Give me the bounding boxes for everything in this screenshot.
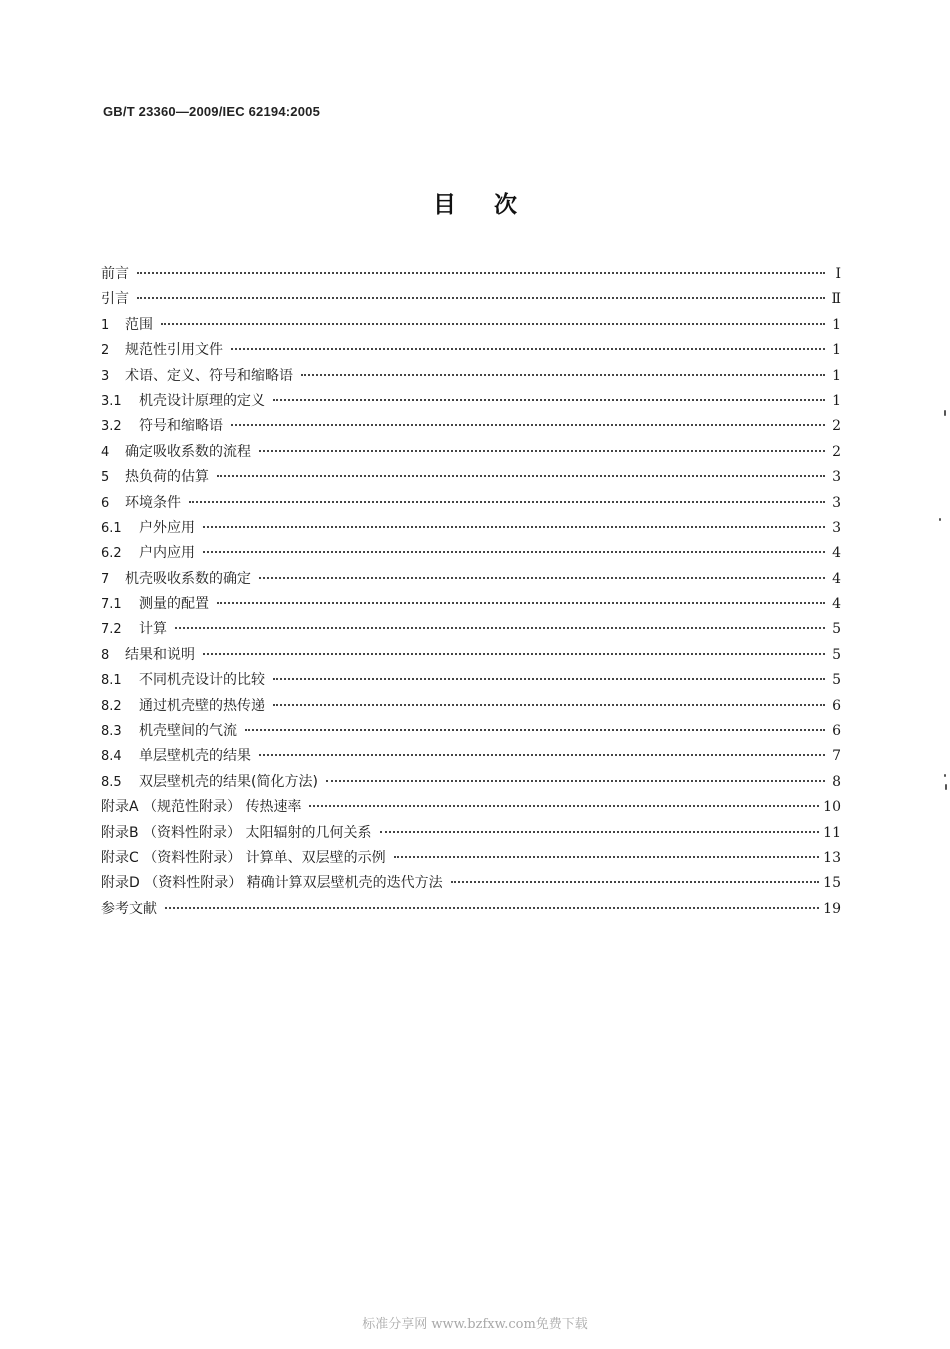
toc-entry[interactable] — [101, 846, 841, 871]
toc-entry-label: 户内应用 — [139, 545, 195, 562]
toc-entry-label: 符号和缩略语 — [139, 418, 223, 435]
toc-leader-dots — [137, 297, 825, 299]
toc-leader-dots — [245, 729, 825, 731]
toc-entry-number: 8.5 — [101, 774, 122, 790]
toc-entry-label: 户外应用 — [139, 519, 195, 536]
page-title: 目次 — [433, 192, 555, 218]
scan-speck — [945, 784, 947, 790]
toc-entry-page: 3 — [832, 469, 841, 486]
toc-leader-dots — [273, 678, 825, 680]
toc-entry[interactable] — [101, 440, 841, 465]
toc-entry-page: 6 — [832, 697, 841, 714]
toc-leader-dots — [259, 754, 825, 756]
toc-entry-page: 19 — [823, 900, 841, 917]
toc-entry-label: 机壳壁间的气流 — [139, 723, 237, 740]
toc-entry-page: 10 — [823, 799, 841, 816]
toc-entry-page: 1 — [832, 392, 841, 409]
toc-leader-dots — [165, 907, 819, 909]
toc-entry-number: 1 — [101, 317, 110, 333]
toc-entry-label: 通过机壳壁的热传递 — [139, 697, 265, 714]
toc-entry-number: 2 — [101, 343, 110, 359]
toc-entry-label: 附录A （规范性附录） 传热速率 — [101, 799, 302, 816]
toc-leader-dots — [231, 424, 825, 426]
toc-leader-dots — [137, 272, 825, 274]
toc-entry[interactable] — [101, 541, 841, 566]
toc-entry-page: 8 — [832, 773, 841, 790]
toc-entry-number: 3.2 — [101, 419, 122, 435]
toc-entry[interactable] — [101, 770, 841, 795]
toc-entry-label: 范围 — [125, 316, 153, 333]
toc-entry-page: 2 — [832, 443, 841, 460]
toc-entry-label: 确定吸收系数的流程 — [125, 443, 251, 460]
toc-entry-page: 11 — [823, 824, 841, 841]
toc-entry[interactable] — [101, 668, 841, 693]
scan-speck — [944, 774, 946, 777]
toc-entry-page: 1 — [832, 342, 841, 359]
toc-entry-number: 7.2 — [101, 622, 122, 638]
toc-entry-page: 4 — [832, 596, 841, 613]
toc-leader-dots — [273, 704, 825, 706]
toc-entry-label: 引言 — [101, 291, 129, 308]
toc-leader-dots — [189, 501, 825, 503]
toc-entry-label: 附录D （资料性附录） 精确计算双层壁机壳的迭代方法 — [101, 875, 443, 892]
toc-entry-number: 8 — [101, 647, 110, 663]
toc-entry-label: 环境条件 — [125, 494, 181, 511]
toc-entry-page: 13 — [823, 849, 841, 866]
scan-speck — [939, 518, 941, 521]
toc-entry-label: 不同机壳设计的比较 — [139, 672, 265, 689]
toc-entry[interactable] — [101, 694, 841, 719]
toc-leader-dots — [217, 602, 825, 604]
toc-entry-page: 7 — [832, 748, 841, 765]
scan-speck — [944, 410, 946, 416]
toc-entry-number: 4 — [101, 444, 110, 460]
toc-entry-number: 8.2 — [101, 698, 122, 714]
toc-entry-label: 结果和说明 — [125, 646, 195, 663]
toc-leader-dots — [380, 831, 820, 833]
toc-entry-number: 3.1 — [101, 393, 122, 409]
toc-entry[interactable] — [101, 287, 841, 312]
toc-entry[interactable] — [101, 897, 841, 922]
toc-leader-dots — [394, 856, 819, 858]
toc-entry[interactable] — [101, 516, 841, 541]
toc-entry[interactable] — [101, 821, 841, 846]
toc-entry-number: 6.1 — [101, 520, 122, 536]
toc-leader-dots — [175, 627, 825, 629]
toc-entry-page: 5 — [832, 621, 841, 638]
toc-entry-page: 3 — [832, 519, 841, 536]
toc-entry[interactable] — [101, 491, 841, 516]
toc-entry-label: 前言 — [101, 266, 129, 282]
toc-entry-label: 热负荷的估算 — [125, 469, 209, 486]
toc-entry[interactable] — [101, 313, 841, 338]
toc-entry[interactable] — [101, 364, 841, 389]
toc-entry-label: 参考文献 — [101, 900, 157, 917]
table-of-contents — [101, 262, 841, 922]
toc-entry-label: 双层壁机壳的结果(简化方法) — [139, 773, 318, 790]
toc-leader-dots — [203, 526, 825, 528]
toc-entry-label: 机壳吸收系数的确定 — [125, 570, 251, 587]
toc-entry-number: 6 — [101, 495, 110, 511]
toc-leader-dots — [273, 399, 825, 401]
toc-entry-page: Ⅰ — [835, 266, 841, 282]
toc-leader-dots — [301, 374, 825, 376]
standard-code: GB/T 23360—2009/IEC 62194:2005 — [103, 104, 321, 119]
toc-entry-label: 术语、定义、符号和缩略语 — [125, 367, 293, 384]
toc-entry-label: 计算 — [139, 621, 167, 638]
toc-entry-number: 8.3 — [101, 724, 122, 740]
toc-entry-label: 附录B （资料性附录） 太阳辐射的几何关系 — [101, 824, 372, 841]
toc-leader-dots — [309, 805, 819, 807]
toc-leader-dots — [451, 881, 819, 883]
toc-leader-dots — [326, 780, 825, 782]
toc-entry-label: 附录C （资料性附录） 计算单、双层壁的示例 — [101, 849, 386, 866]
toc-entry-label: 单层壁机壳的结果 — [139, 748, 251, 765]
toc-entry-page: Ⅱ — [831, 291, 841, 308]
toc-entry-page: 6 — [832, 723, 841, 740]
toc-entry[interactable] — [101, 262, 841, 287]
toc-entry-page: 15 — [823, 875, 841, 892]
toc-entry-label: 机壳设计原理的定义 — [139, 392, 265, 409]
toc-entry-number: 7.1 — [101, 597, 122, 613]
footer-watermark: 标准分享网 www.bzfxw.com免费下载 — [362, 1317, 588, 1332]
toc-entry[interactable] — [101, 744, 841, 769]
toc-entry[interactable] — [101, 338, 841, 363]
toc-entry[interactable] — [101, 617, 841, 642]
toc-leader-dots — [259, 577, 825, 579]
toc-leader-dots — [161, 323, 825, 325]
toc-entry-number: 6.2 — [101, 546, 122, 562]
toc-entry-number: 7 — [101, 571, 110, 587]
toc-entry-label: 测量的配置 — [139, 596, 209, 613]
toc-entry[interactable] — [101, 719, 841, 744]
toc-entry[interactable] — [101, 795, 841, 820]
toc-leader-dots — [259, 450, 825, 452]
toc-leader-dots — [203, 551, 825, 553]
toc-entry[interactable] — [101, 592, 841, 617]
toc-leader-dots — [231, 348, 825, 350]
toc-entry-page: 1 — [832, 367, 841, 384]
toc-entry-page: 1 — [832, 316, 841, 333]
toc-entry-page: 4 — [832, 570, 841, 587]
toc-entry-number: 8.4 — [101, 749, 122, 765]
toc-entry-number: 5 — [101, 470, 110, 486]
toc-entry-page: 4 — [832, 545, 841, 562]
toc-entry[interactable] — [101, 567, 841, 592]
toc-entry[interactable] — [101, 871, 841, 896]
toc-entry-number: 8.1 — [101, 673, 122, 689]
toc-entry-page: 5 — [832, 672, 841, 689]
toc-entry[interactable] — [101, 643, 841, 668]
toc-entry[interactable] — [101, 414, 841, 439]
toc-entry[interactable] — [101, 389, 841, 414]
toc-entry-page: 2 — [832, 418, 841, 435]
toc-leader-dots — [203, 653, 825, 655]
toc-entry-page: 3 — [832, 494, 841, 511]
toc-entry-label: 规范性引用文件 — [125, 342, 223, 359]
toc-entry-number: 3 — [101, 368, 110, 384]
toc-entry[interactable] — [101, 465, 841, 490]
toc-entry-page: 5 — [832, 646, 841, 663]
toc-leader-dots — [217, 475, 825, 477]
